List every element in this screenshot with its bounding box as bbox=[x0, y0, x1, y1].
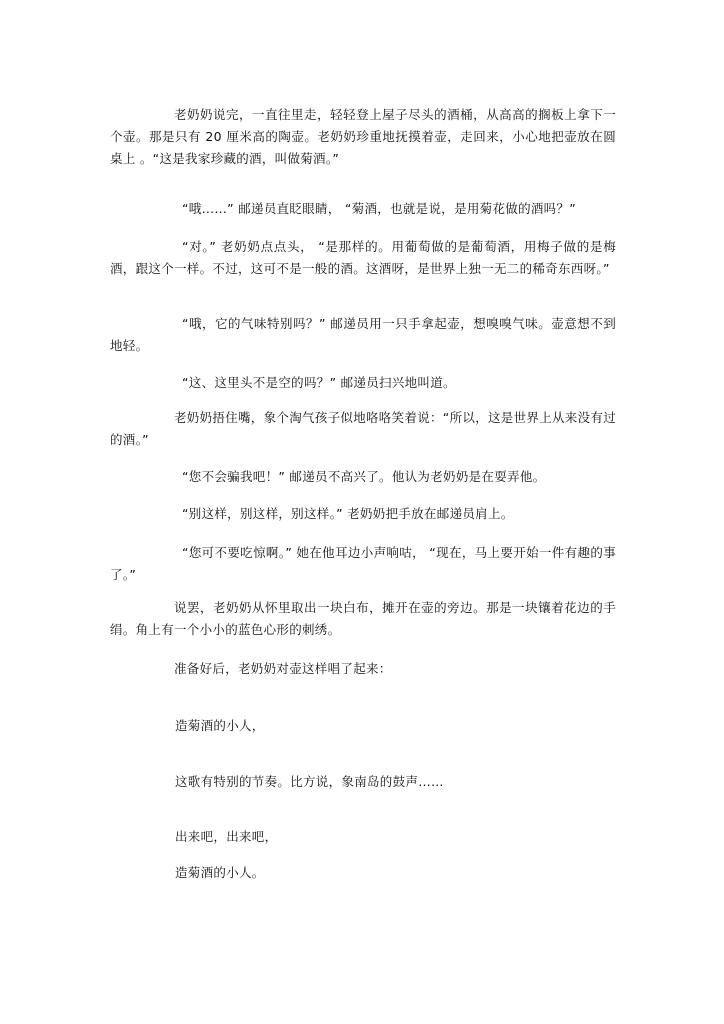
paragraph-9: “您可不要吃惊啊。” 她在他耳边小声响咕， “现在，马上要开始一件有趣的事了。” bbox=[110, 545, 616, 582]
verse-line-1: 造菊酒的小人， bbox=[175, 718, 265, 733]
paragraph-6: 老奶奶捂住嘴，象个淘气孩子似地咯咯笑着说：“所以，这是世界上从来没有过的酒。” bbox=[110, 410, 616, 447]
paragraph-11: 准备好后，老奶奶对壶这样唱了起来： bbox=[174, 661, 392, 676]
paragraph-3: “对。” 老奶奶点点头， “是那样的。用葡萄做的是葡萄酒，用梅子做的是梅酒，跟这个一样。不过，这可不是一般的酒。这酒呀，是世界上独一无二的稀奇东西呀。” bbox=[110, 239, 616, 276]
paragraph-10: 说罢，老奶奶从怀里取出一块白布，摊开在壶的旁边。那是一块镶着花边的手绢。角上有一个小小的蓝色心形的刺绣。 bbox=[110, 600, 616, 637]
verse-line-4: 造菊酒的小人。 bbox=[175, 865, 265, 880]
verse-line-2: 这歌有特别的节奏。比方说，象南岛的鼓声…… bbox=[175, 774, 444, 789]
paragraph-7: “您不会骗我吧！” 邮递员不高兴了。他认为老奶奶是在耍弄他。 bbox=[182, 469, 546, 484]
paragraph-4: “哦，它的气味特别吗？” 邮递员用一只手拿起壶，想嗅嗅气味。壶意想不到地轻。 bbox=[110, 316, 616, 353]
paragraph-2: “哦……” 邮递员直眨眼睛， “菊酒，也就是说，是用菊花做的酒吗？” bbox=[182, 201, 577, 216]
paragraph-8: “别这样，别这样，别这样。” 老奶奶把手放在邮递员肩上。 bbox=[182, 506, 514, 521]
verse-line-3: 出来吧，出来吧， bbox=[175, 829, 278, 844]
paragraph-1: 老奶奶说完，一直往里走，轻轻登上屋子尽头的酒桶，从高高的搁板上拿下一个壶。那是只有 20 厘米高的陶壶。老奶奶珍重地抚摸着壶，走回来，小心地把壶放在圆桌上 。“这是我家珍藏的酒，叫做菊酒。” bbox=[110, 107, 616, 166]
paragraph-5: “这、这里头不是空的吗？” 邮递员扫兴地叫道。 bbox=[182, 375, 456, 390]
